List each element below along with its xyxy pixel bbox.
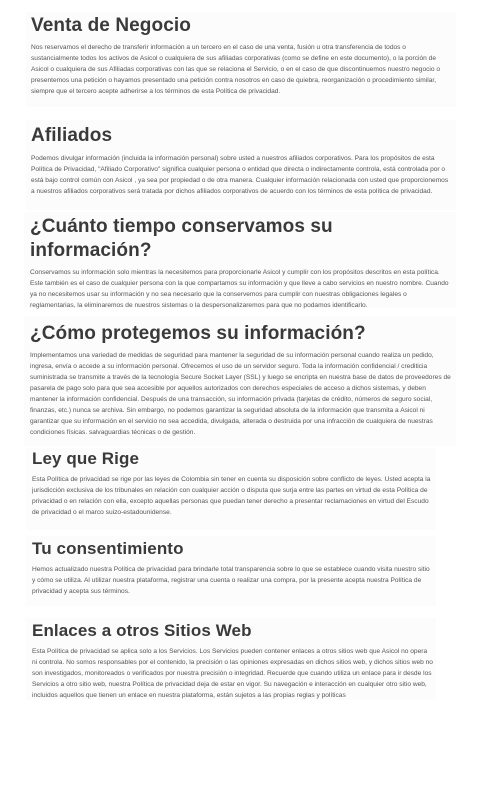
section-proteccion bbox=[24, 316, 456, 446]
section-ley-que-rige bbox=[26, 448, 436, 530]
section-title: Afiliados bbox=[31, 125, 113, 146]
section-body: Esta Política de privacidad se aplica solo a los Servicios. Los Servicios pueden contener enlaces a otros sitios web que Asicol no opera ni controla. No somos responsables por el contenido, la precisión o las opiniones expresadas en dichos sitios web, y dichos sitios web no son investigados, monitoreados o verificados por nuestra precisión o integridad. Recuerde que cuando utiliza un enlace para ir desde los Servicios a otro sitio web, nuestra Política de privacidad deja de estar en vigor. Su navegación e interacción en cualquier otro sitio web, incluidos aquellos que tienen un enlace en nuestra plataforma, están sujetos a las propias reglas y políticas bbox=[32, 648, 433, 699]
section-retencion bbox=[24, 212, 456, 308]
section-title: Ley que Rige bbox=[32, 449, 140, 468]
section-afiliados bbox=[26, 120, 456, 210]
section-title: ¿Cuánto tiempo conservamos su información? bbox=[30, 216, 333, 261]
section-body: Podemos divulgar información (incluida la información personal) sobre usted a nuestros afiliados corporativos. Para los propósitos de esta Política de Privacidad, "Afiliado Corporativo" significa cualquier persona o entidad que directa o indirectamente controla, está controlada por o está bajo control común con Asicol , ya sea por propiedad o de otra manera. Cualquier información relacionada con usted que proporcionemos a nuestros afiliados corporativos será tratada por dichos afiliados corporativos de acuerdo con los términos de esta política de privacidad. bbox=[31, 155, 449, 195]
section-body: Hemos actualizado nuestra Política de privacidad para brindarle total transparencia sobre lo que se establece cuando visita nuestro sitio y cómo se utiliza. Al utilizar nuestra plataforma, registrar una cuenta o realizar una compra, por la presente acepta nuestra Política de privacidad y acepta sus términos. bbox=[32, 566, 430, 595]
section-title: Venta de Negocio bbox=[31, 15, 191, 36]
section-title: ¿Cómo protegemos su información? bbox=[30, 323, 366, 344]
section-body: Conservamos su información solo mientras la necesitemos para proporcionarle Asicol y cumplir con los propósitos descritos en esta política. Este también es el caso de cualquier persona con la que compartamos su información y que lleve a cabo servicios en nuestro nombre. Cuando ya no necesitemos usar su información y no sea necesario que la conservemos para cumplir con nuestras obligaciones legales o reglamentarias, la eliminaremos de nuestros sistemas o la despersonalizaremos para que no podamos identificarlo. bbox=[30, 269, 449, 309]
section-body: Implementamos una variedad de medidas de seguridad para mantener la seguridad de su información personal cuando realiza un pedido, ingresa, envía o accede a su información personal. Ofrecemos el uso de un servidor seguro. Toda la información confidencial / crediticia suministrada se transmite a través de la tecnología Secure Socket Layer (SSL) y luego se encripta en nuestra base de datos de proveedores de pasarela de pago solo para que sea accesible por aquellos autorizados con derechos especiales de acceso a dichos sistemas, y deben mantener la información confidencial. Después de una transacción, su información privada (tarjetas de crédito, números de seguro social, finanzas, etc.) nunca se archiva. Sin embargo, no podemos garantizar la seguridad absoluta de la información que transmita a Asicol ni garantizar que su información en el servicio no sea accedida, divulgada, alterada o destruida por una infracción de cualquiera de nuestras condiciones físicas. salvaguardias técnicas o de gestión. bbox=[30, 352, 451, 436]
section-title: Tu consentimiento bbox=[32, 539, 184, 558]
section-venta-de-negocio bbox=[26, 12, 456, 107]
section-body: Esta Política de privacidad se rige por las leyes de Colombia sin tener en cuenta su disposición sobre conflicto de leyes. Usted acepta la jurisdicción exclusiva de los tribunales en relación con cualquier acción o disputa que surja entre las partes en virtud de esta Política de privacidad o en relación con ella, excepto aquellas personas que puedan tener derecho a presentar reclamaciones en virtud del Escudo de privacidad o el marco suizo-estadounidense. bbox=[32, 476, 431, 516]
section-enlaces bbox=[26, 618, 436, 700]
section-body: Nos reservamos el derecho de transferir información a un tercero en el caso de una venta, fusión u otra transferencia de todos o sustancialmente todos los activos de Asicol o cualquiera de sus afiliadas corporativas (como se define en este documento), o la porción de Asicol o cualquiera de sus Afiliadas corporativas con las que se relaciona el Servicio, o en el caso de que discontinuemos nuestro negocio o presentemos una petición o hayamos presentado una petición contra nosotros en caso de quiebra, reorganización o procedimiento similar, siempre que el tercero acepte adherirse a los términos de esta Política de privacidad. bbox=[31, 44, 441, 95]
section-consentimiento bbox=[26, 536, 436, 606]
section-title: Enlaces a otros Sitios Web bbox=[32, 621, 252, 640]
